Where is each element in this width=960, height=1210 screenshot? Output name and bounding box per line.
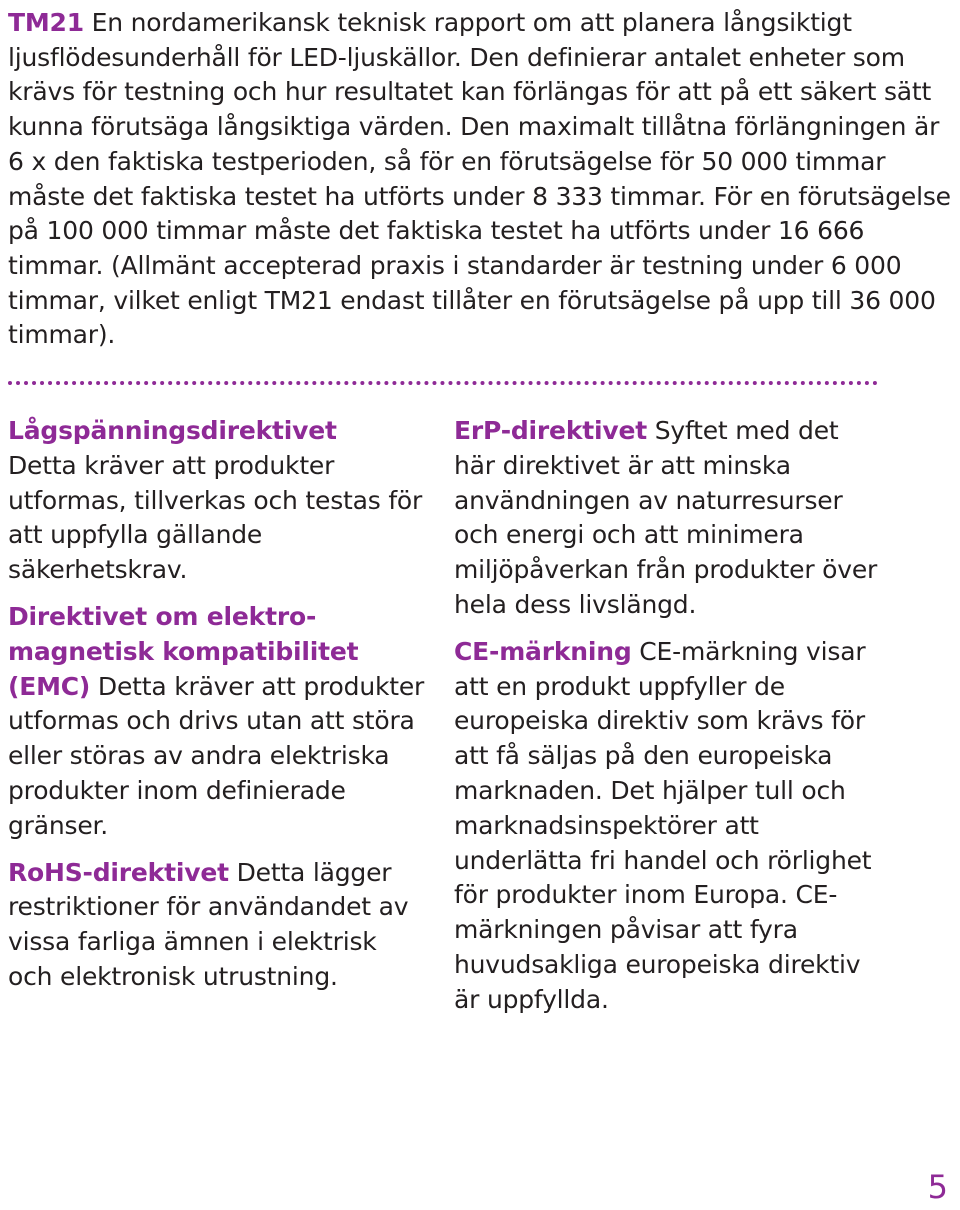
term-erp-directive: ErP-direktivet <box>454 416 647 445</box>
right-column <box>454 414 884 1030</box>
term-ce-marking: CE-märkning <box>454 636 632 666</box>
page-number: 5 <box>927 1168 948 1206</box>
definition-emc <box>8 600 428 844</box>
intro-text: En nordamerikansk teknisk rapport om att planera långsiktigt ljusflödesunderhåll för LED-ljuskällor. Den definierar antalet enheter som krävs för testning och hur resultatet kan förlängas för att på ett säkert sätt kunna förutsäga långsiktiga värden. Den maximalt tillåtna förlängningen är 6 x den faktiska testperioden, så för en förutsägelse för 50 000 timmar måste det faktiska testet ha utförts under 8 333 timmar. För en förutsägelse på 100 000 timmar måste det faktiska testet ha utförts under 16 666 timmar. (Allmänt accepterad praxis i standarder är testning under 6 000 timmar, vilket enligt TM21 endast tillåter en förutsägelse på upp till 36 000 timmar). <box>8 8 951 350</box>
term-low-voltage-directive: Lågspänningsdirektivet <box>8 416 337 445</box>
definition-text: Syftet med det här direktivet är att minska användningen av naturresurser och energi och att minimera miljöpåverkan från produkter över hela dess livslängd. <box>454 416 878 619</box>
term-rohs-directive: RoHS-direktivet <box>8 857 229 887</box>
definition-ce-marking <box>454 635 884 1018</box>
definition-text: Detta lägger restriktioner för användandet av vissa farliga ämnen i elektrisk och elektronisk utrustning. <box>8 857 409 991</box>
intro-paragraph <box>8 6 953 353</box>
definition-text: CE-märkning visar att en produkt uppfyller de europeiska direktiv som krävs för att få säljas på den europeiska marknaden. Det hjälper tull och marknadsinspektörer att underlätta fri handel och rörlighet för produkter inom Europa. CE-märkningen påvisar att fyra huvudsakliga europeiska direktiv är uppfyllda. <box>454 636 872 1014</box>
definition-erp <box>454 414 884 623</box>
definition-text: Detta kräver att produkter utformas och drivs utan att störa eller störas av andra elektriska produkter inom definierade gränser. <box>8 671 425 840</box>
dotted-divider <box>8 381 878 385</box>
left-column <box>8 414 428 1007</box>
definition-text: Detta kräver att produkter utformas, tillverkas och testas för att uppfylla gällande säkerhetskrav. <box>8 450 423 585</box>
definition-rohs <box>8 856 428 995</box>
term-tm21: TM21 <box>8 8 84 37</box>
definition-low-voltage <box>8 414 428 588</box>
term-emc-directive: Direktivet om elektro-magnetisk kompatibilitet (EMC) <box>8 601 359 701</box>
